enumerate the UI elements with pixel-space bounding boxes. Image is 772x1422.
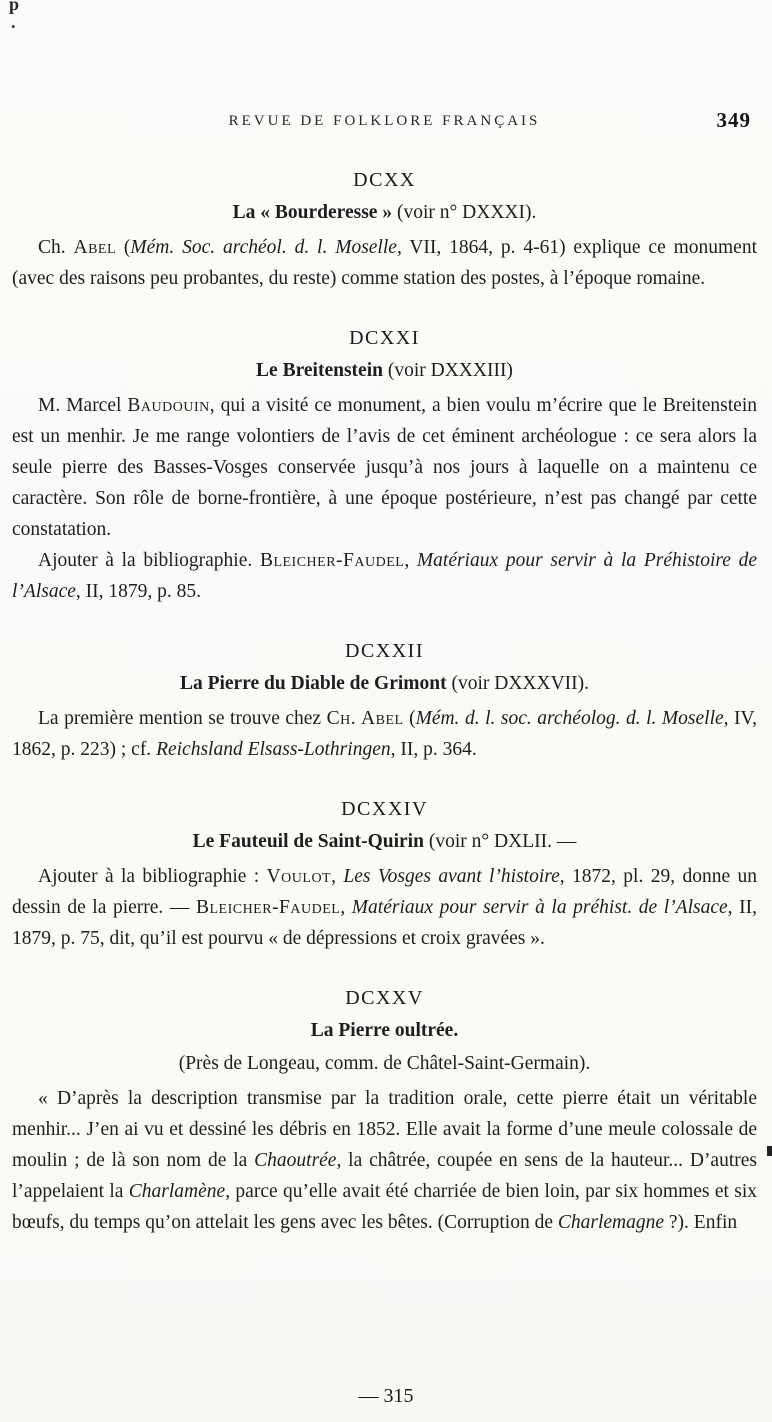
text-run: , [404,550,417,571]
text-run: DCXXIV [341,798,428,820]
text-run: DCXX [353,169,416,191]
text-run: , 1872, pl. 29, donne un dessin de la pierre. — [12,866,758,918]
section-title [12,826,757,857]
page-number-top: 349 [716,108,751,132]
text-run: , parce qu’elle avait été charriée de bien loin, par six hommes et six bœufs, du temps qu’on attelait les gens avec les bêtes. (Corruption de [12,1181,758,1233]
text-run: DCXXV [345,987,424,1009]
section-number [12,165,757,196]
text-run: ?). Enfin [664,1212,738,1233]
section-title [12,1015,757,1046]
text-run: La Pierre oultrée. [310,1020,459,1041]
section-title [12,355,757,386]
text-run: , IV, 1862, p. 223) ; cf. [12,708,757,760]
text-run: Charlamène [128,1181,226,1202]
text-run: (voir DXXXVII). [451,673,590,694]
section-title [12,668,757,699]
text-run: Charlemagne [557,1212,665,1233]
scan-artifact: . [11,12,16,32]
text-run: (voir n° DXLII. — [428,831,577,852]
section-number [12,794,757,825]
paragraph [12,545,757,607]
text-run: Ajouter à la bibliographie. [38,550,260,571]
text-run: Bleicher-Faudel [259,550,405,571]
text-run: , II, p. 364. [390,739,477,760]
text-run: ( [116,237,131,258]
text-run: Ajouter à la bibliographie : [38,866,267,887]
text-run: , la châtrée, coupée en sens de la hauteur... D’autres l’appelaient la [12,1150,757,1202]
text-run: Chaoutrée [254,1150,337,1171]
paragraph [12,861,757,954]
text-run: Voulot [266,866,332,887]
text-run: Baudouin [127,395,210,416]
text-run: La première mention se trouve chez [38,708,327,729]
scan-artifact: p [9,0,20,14]
paragraph [12,1083,757,1238]
text-run: La Pierre du Diable de Grimont [179,673,452,694]
text-run: Abel [73,237,117,258]
paragraph [12,232,757,294]
page-number-bottom: — 315 [358,1385,414,1407]
text-run: Matériaux pour servir à la Préhistoire de l’Alsace [12,550,757,602]
text-run: Mém. d. l. soc. archéolog. d. l. Moselle [415,708,724,729]
text-run: Le Breitenstein [256,360,388,381]
section-title [12,197,757,228]
text-run: Les Vosges avant l’histoire [343,866,560,887]
text-run: DCXXII [345,640,424,662]
section-subtitle [12,1048,757,1079]
text-run: Matériaux pour servir à la préhist. de l’Alsace [351,897,728,918]
journal-title: REVUE DE FOLKLORE FRANÇAIS [228,113,541,129]
text-run: , [340,897,352,918]
text-run: , II, 1879, p. 85. [75,581,202,602]
text-run: (voir n° DXXXI). [396,202,537,223]
text-run: (voir DXXXIII) [387,360,513,381]
running-header [12,108,757,136]
paragraph [12,703,757,765]
document-body [12,165,757,1238]
text-run: M. Marcel [38,395,128,416]
text-run: « D’après la description transmise par la tradition orale, cette pierre était un véritable menhir... J’en ai vu et dessiné les débris en 1852. Elle avait la forme d’une meule colossale de moulin ; de là son nom de la [12,1088,757,1171]
text-run: Le Fauteuil de Saint-Quirin [192,831,429,852]
paragraph [12,390,757,545]
text-run: (Près de Longeau, comm. de Châtel-Saint-Germain). [178,1053,591,1074]
text-run: Ch. [38,237,74,258]
text-run: , II, 1879, p. 75, dit, qu’il est pourvu « de dépressions et croix gravées ». [12,897,757,949]
text-run: , VII, 1864, p. 4-61) explique ce monument (avec des raisons peu probantes, du reste) comme station des postes, à l’époque romaine. [12,237,758,289]
section-number [12,323,757,354]
text-run: La « Bourderesse » [232,202,397,223]
text-run: Mém. Soc. archéol. d. l. Moselle [130,237,397,258]
text-run: , [331,866,344,887]
text-run: Bleicher-Faudel [195,897,341,918]
text-run: , qui a visité ce monument, a bien voulu m’écrire que le Breitenstein est un menhir. Je me range volontiers de l’avis de cet éminent archéologue : ce sera alors la seule pierre des Basses-Vosges conservée jusqu’à nos jours à laquelle on a maintenu ce caractère. Son rôle de borne-frontière, à une époque postérieure, n’est pas changé par cette constatation. [12,395,757,540]
text-run: Ch. Abel [326,708,404,729]
text-run: ( [403,708,416,729]
text-run: DCXXI [349,327,420,349]
section-number [12,636,757,667]
text-run: Reichsland Elsass-Lothringen [156,739,391,760]
section-number [12,983,757,1014]
